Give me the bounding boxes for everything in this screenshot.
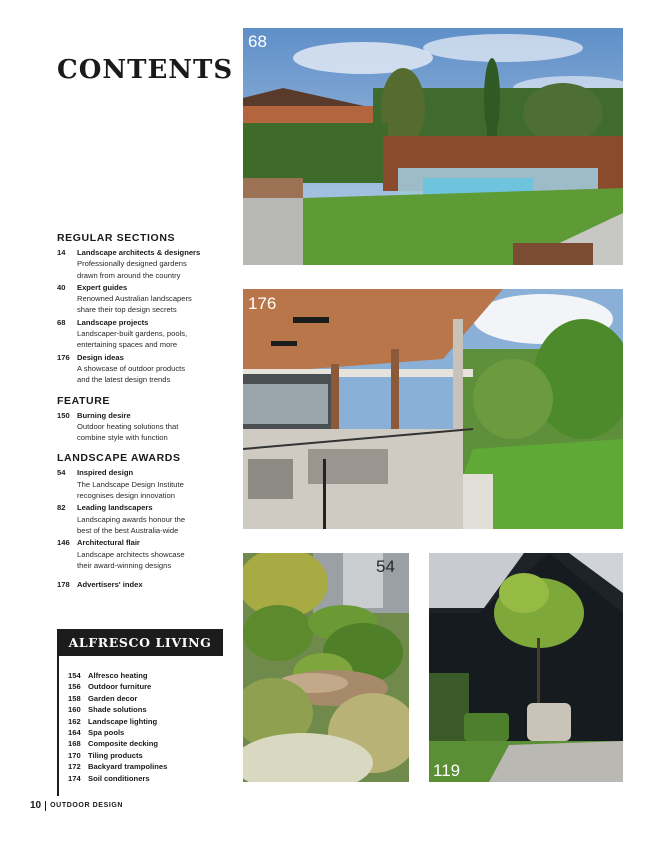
contents-list: [57, 232, 237, 572]
page-number-68: 68: [248, 32, 267, 51]
entry-description: Professionally designed gardens: [77, 259, 187, 269]
entry-description: The Landscape Design Institute: [77, 479, 184, 489]
entry-page-number: 162: [68, 716, 81, 726]
page-number-119: 119: [433, 761, 461, 780]
entry-title: Composite decking: [88, 739, 159, 749]
entry-description: combine style with function: [77, 433, 168, 443]
contents-entry[interactable]: [57, 410, 237, 444]
spa-garden-image: [243, 28, 623, 265]
entry-page-number: 160: [68, 705, 81, 715]
footer-divider: [45, 801, 46, 811]
entry-description: their award-winning designs: [77, 560, 172, 570]
alfresco-item[interactable]: [68, 670, 167, 681]
regular-sections-heading: REGULAR SECTIONS: [57, 232, 176, 244]
page-footer: [30, 800, 123, 811]
alfresco-list: [57, 656, 167, 796]
page-number-176: 176: [248, 294, 277, 313]
entry-description: Outdoor heating solutions that: [77, 421, 179, 431]
entry-page-number: 146: [57, 538, 70, 548]
alfresco-item[interactable]: [68, 750, 167, 761]
covered-deck-image: [243, 289, 623, 529]
entry-title: Backyard trampolines: [88, 762, 168, 772]
entry-description: Landscape architects showcase: [77, 549, 185, 559]
entry-title: Soil conditioners: [88, 773, 150, 783]
contents-entry[interactable]: [57, 282, 237, 316]
page-number-54: 54: [376, 557, 395, 576]
entry-title: Landscape lighting: [88, 716, 158, 726]
entry-title: Landscape projects: [77, 317, 149, 327]
alfresco-item[interactable]: [68, 727, 167, 738]
entry-title: Design ideas: [77, 352, 124, 362]
entry-page-number: 156: [68, 682, 81, 692]
entry-title: Inspired design: [77, 468, 134, 478]
photo-native-garden[interactable]: [243, 553, 409, 782]
entry-page-number: 154: [68, 671, 81, 680]
feature-heading: FEATURE: [57, 394, 111, 407]
entry-description: share their top design secrets: [77, 305, 177, 315]
entry-description: best of the best Australia-wide: [77, 525, 179, 535]
entry-page-number: 158: [68, 693, 81, 703]
entry-title: Advertisers' index: [77, 580, 143, 589]
entry-title: Architectural flair: [77, 538, 140, 548]
alfresco-item[interactable]: [68, 693, 167, 704]
entry-title: Leading landscapers: [77, 503, 153, 513]
entry-title: Alfresco heating: [88, 671, 148, 680]
entry-page-number: 54: [57, 468, 66, 478]
alfresco-item[interactable]: [68, 773, 167, 784]
entry-description: drawn from around the country: [77, 270, 181, 280]
alfresco-item[interactable]: [68, 716, 167, 727]
entry-title: Shade solutions: [88, 705, 147, 715]
native-garden-image: [243, 553, 409, 782]
entry-title: Garden decor: [88, 693, 138, 703]
contents-entry[interactable]: [57, 537, 237, 571]
folio-page-number: 10: [30, 800, 42, 811]
advertisers-index-entry[interactable]: [57, 580, 143, 589]
alfresco-item[interactable]: [68, 761, 167, 772]
entry-page-number: 150: [57, 410, 70, 420]
alfresco-item[interactable]: [68, 681, 167, 692]
photo-dark-house[interactable]: [429, 553, 623, 782]
entry-page-number: 164: [68, 728, 81, 738]
entry-page-number: 40: [57, 282, 66, 292]
entry-title: Outdoor furniture: [88, 682, 152, 692]
photo-spa-garden[interactable]: [243, 28, 623, 265]
entry-description: Renowned Australian landscapers: [77, 294, 192, 304]
entry-page-number: 14: [57, 248, 66, 257]
contents-entry[interactable]: [57, 247, 237, 281]
entry-description: Landscaping awards honour the: [77, 514, 186, 524]
entry-page-number: 176: [57, 352, 70, 362]
entry-title: Spa pools: [88, 728, 125, 738]
entry-title: Expert guides: [77, 282, 128, 292]
entry-description: entertaining spaces and more: [77, 340, 178, 350]
contents-entry[interactable]: [57, 352, 237, 386]
entry-title: Tiling products: [88, 750, 143, 760]
entry-page-number: 174: [68, 773, 81, 783]
entry-page-number: 68: [57, 317, 66, 327]
landscape-awards-heading: LANDSCAPE AWARDS: [57, 452, 181, 465]
entry-description: recognises design innovation: [77, 491, 175, 501]
entry-page-number: 168: [68, 739, 81, 749]
alfresco-item[interactable]: [68, 704, 167, 715]
contents-entry[interactable]: [57, 317, 237, 351]
entry-title: Landscape architects & designers: [77, 248, 201, 257]
entry-page-number: 170: [68, 750, 81, 760]
dark-house-image: [429, 553, 623, 782]
alfresco-item[interactable]: [68, 738, 167, 749]
entry-page-number: 172: [68, 762, 81, 772]
entry-page-number: 178: [57, 580, 70, 589]
entry-title: Burning desire: [77, 410, 131, 420]
entry-description: Landscaper-built gardens, pools,: [77, 329, 188, 339]
entry-page-number: 82: [57, 503, 66, 513]
alfresco-living-heading: ALFRESCO LIVING: [57, 629, 223, 656]
publication-name: OUTDOOR DESIGN: [50, 802, 124, 809]
entry-description: A showcase of outdoor products: [77, 363, 186, 373]
page-title: CONTENTS: [57, 55, 234, 85]
entry-description: and the latest design trends: [77, 375, 171, 385]
contents-entry[interactable]: [57, 467, 237, 501]
contents-entry[interactable]: [57, 502, 237, 536]
photo-covered-deck[interactable]: [243, 289, 623, 529]
